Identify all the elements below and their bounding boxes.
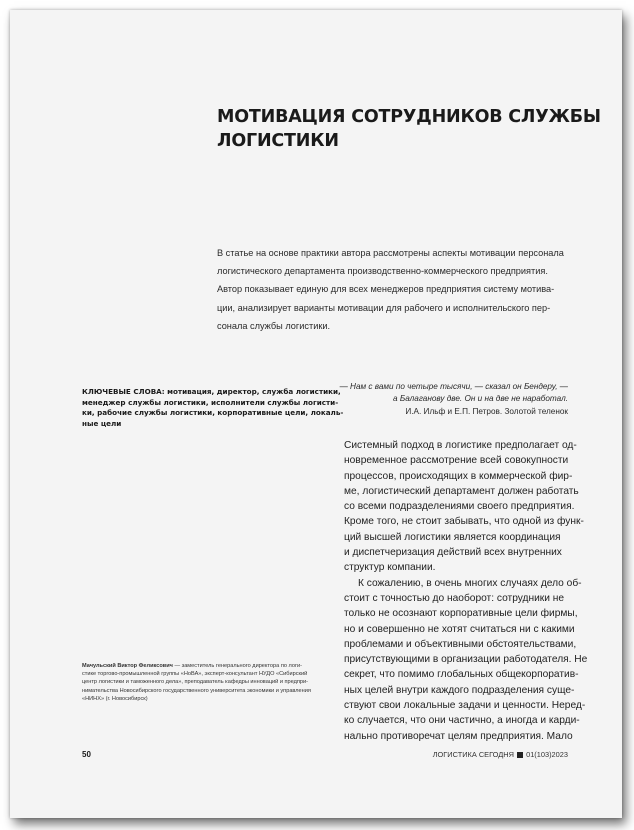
body-line: проблемами и объективными обстоятельствами, (344, 638, 577, 650)
body-line: со всеми подразделениями своего предприятия. (344, 501, 575, 513)
body-line: Кроме того, не стоит забывать, что одной из функ- (344, 516, 584, 528)
body-line: процессов, происходящих в коммерческой фир- (344, 470, 573, 482)
body-line: и диспетчеризация действий всех внутренних (344, 547, 562, 559)
body-line: но и совершенно не хотят считаться ни с какими (344, 623, 575, 635)
author-line: стике торгово-промышленной группы «НоВА», эксперт-консультант НУДО «Сибирский (82, 671, 308, 678)
author-line-first (82, 662, 337, 670)
abstract-line: В статье на основе практики автора рассмотрены аспекты мотивации персонала (217, 248, 564, 258)
author-role: — заместитель генерального директора по логи- (172, 663, 302, 669)
author-line: нимательства Новосибирского государственного университета экономики и управления (82, 687, 311, 694)
keywords-line: КЛЮЧЕВЫЕ СЛОВА: мотивация, директор, служба логистики, (82, 387, 341, 396)
body-line: ме, логистический департамент должен работать (344, 485, 579, 497)
author-info (82, 662, 337, 703)
body-line: ко случается, что они частично, а иногда и карди- (344, 715, 580, 727)
abstract-line: ции, анализирует варианты мотивации для рабочего и исполнительского пер- (217, 302, 551, 313)
author-line: центр логистики и таможенного дела», преподаватель кафедры инноваций и предпри- (82, 679, 309, 686)
body-line: присутствующими в организации работодателя. Не (344, 654, 588, 666)
abstract-line: Автор показывает единую для всех менеджеров предприятия систему мотива- (217, 284, 555, 295)
article-title (217, 105, 601, 153)
journal-page (10, 10, 622, 818)
epigraph-quote-line: — Нам с вами по четыре тысячи, — сказал он Бендеру, — (339, 382, 568, 391)
page-number: 50 (82, 750, 91, 759)
body-line: нально противоречат целям предприятия. Мало (344, 730, 573, 742)
journal-issue: 01(103)2023 (526, 750, 568, 759)
epigraph-quote-line: а Балаганову две. Он и на две не наработал. (393, 394, 568, 404)
article-abstract (217, 244, 602, 335)
body-line: ных целей внутри каждого подразделения суще- (344, 684, 575, 696)
body-line: ций высшей логистики является координация (344, 531, 561, 543)
epigraph (278, 381, 568, 418)
keywords-line: менеджер службы логистики, исполнители службы логисти- (82, 397, 339, 407)
keywords-line: ные цели (82, 418, 122, 428)
keywords-line: ки, рабочие службы логистики, корпоративные цели, локаль- (82, 408, 344, 418)
journal-footer (433, 750, 568, 759)
author-name: Мачульский Виктор Феликсович (82, 663, 173, 669)
body-line: ствуют свои локальные задачи и ценности. Неред- (344, 700, 586, 712)
epigraph-source: И.А. Ильф и Е.П. Петров. Золотой теленок (405, 406, 568, 416)
abstract-line: сонала службы логистики. (217, 320, 331, 331)
title-line: ЛОГИСТИКИ (217, 131, 339, 151)
body-line: только не осознают корпоративные цели фирмы, (344, 608, 578, 620)
body-line: Системный подход в логистике предполагает од- (344, 440, 577, 451)
title-line: МОТИВАЦИЯ СОТРУДНИКОВ СЛУЖБЫ (217, 107, 601, 127)
body-line: К сожалению, в очень многих случаях дело об- (358, 577, 582, 589)
body-line: структур компании. (344, 562, 436, 574)
author-line: «НИНХ» (г. Новосибирск) (82, 695, 148, 702)
abstract-line: логистического департамента производственно-коммерческого предприятия. (217, 266, 548, 277)
journal-name: ЛОГИСТИКА СЕГОДНЯ (432, 750, 514, 759)
square-bullet-icon (517, 752, 523, 758)
body-line: новременное рассмотрение всей совокупности (344, 455, 569, 467)
body-line: секрет, что помимо глобальных общекорпоратив- (344, 669, 579, 681)
body-line: стоит с точностью до наоборот: сотрудники не (344, 592, 565, 604)
article-body (344, 438, 592, 744)
